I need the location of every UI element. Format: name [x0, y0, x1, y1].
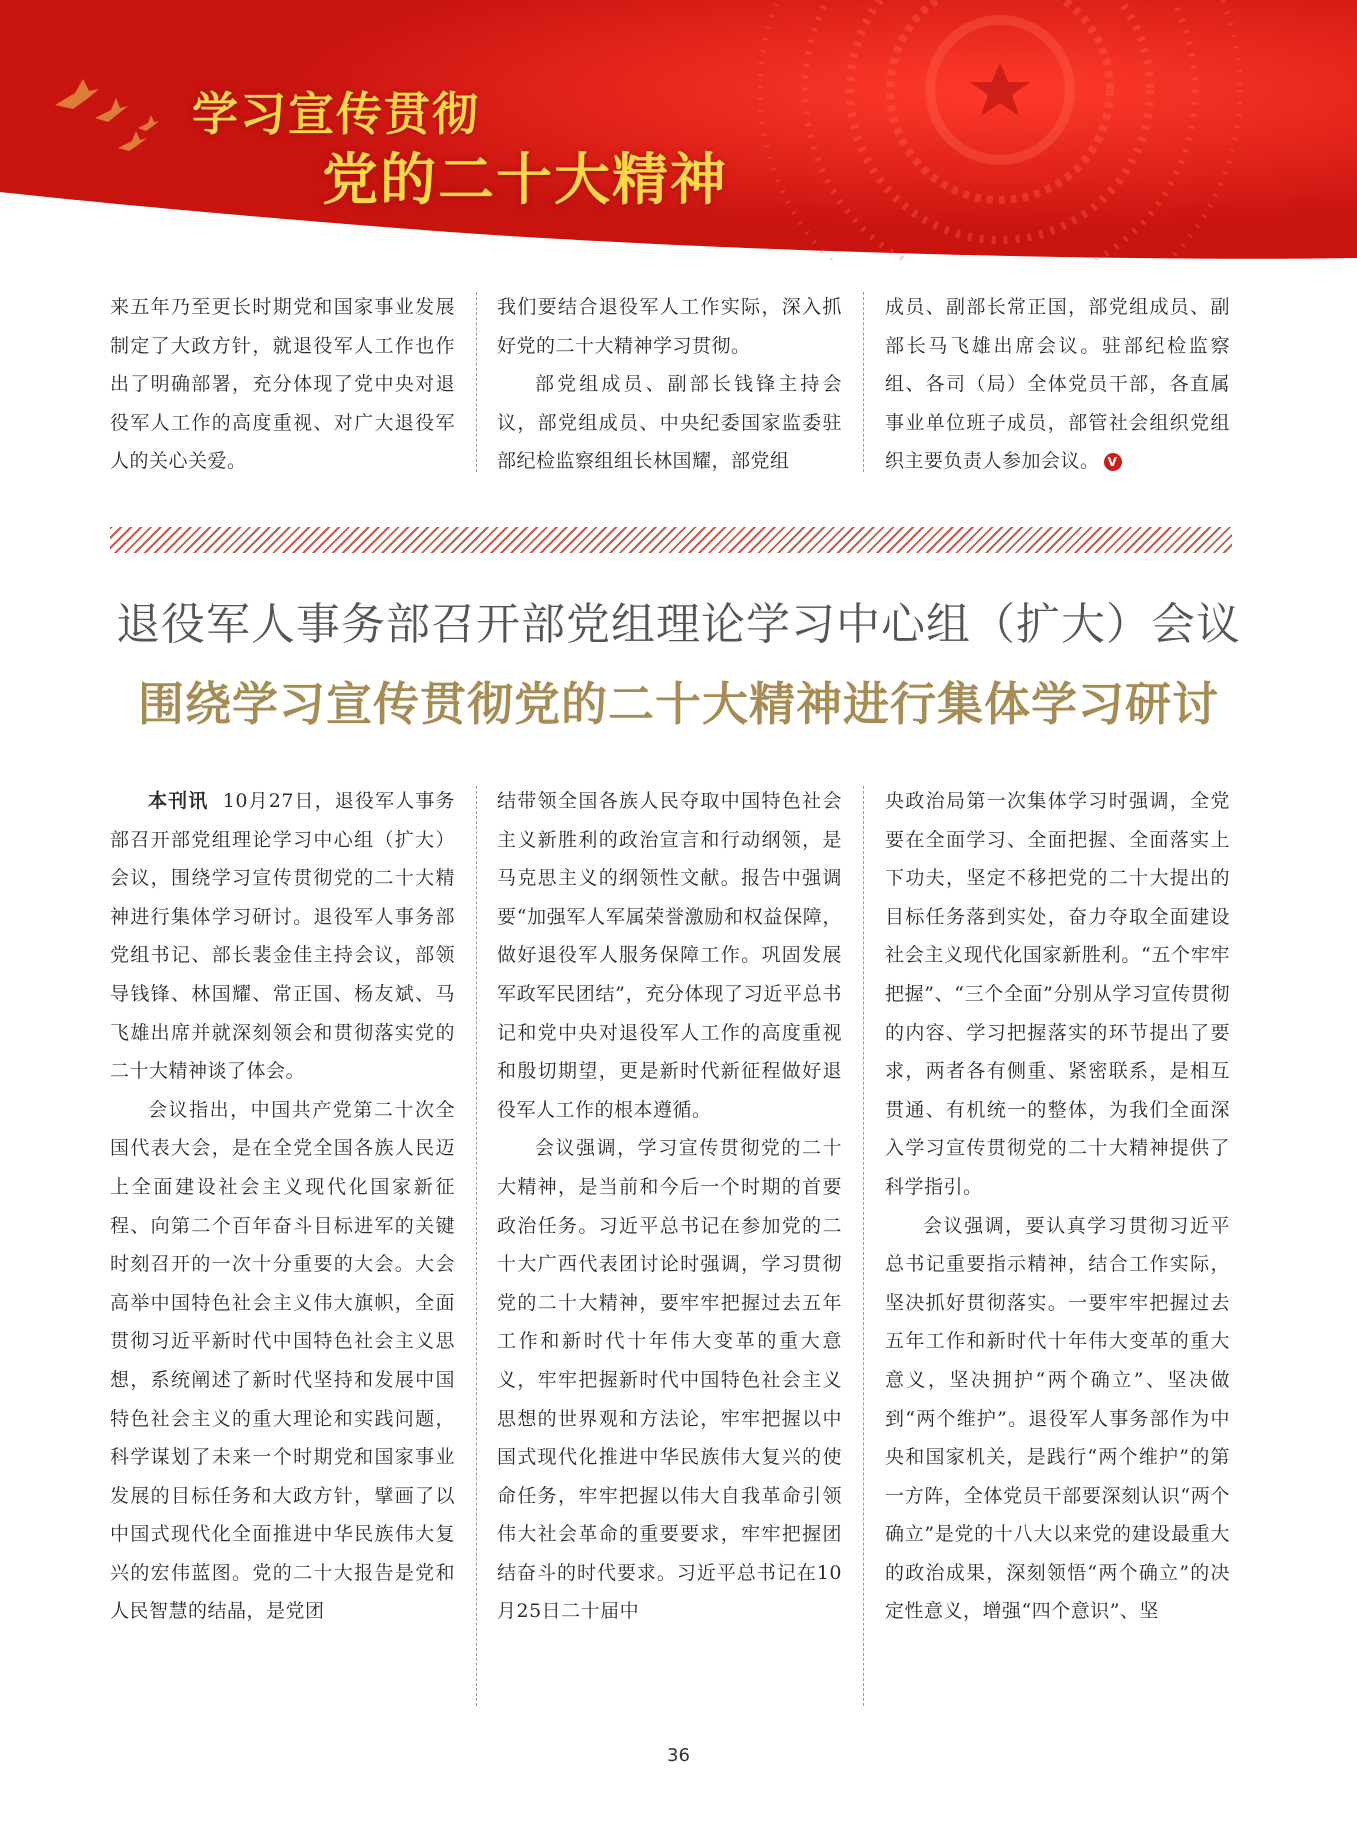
article-column-3: [885, 782, 1230, 1718]
article-paragraph: 会议强调，学习宣传贯彻党的二十大精神，是当前和今后一个时期的首要政治任务。习近平总书记在参加党的二十大广西代表团讨论时强调，学习贯彻党的二十大精神，要牢牢把握过去五年工作和新时代十年伟大变革的重大意义，牢牢把握新时代中国特色社会主义思想的世界观和方法论，牢牢把握以中国式现代化推进中华民族伟大复兴的使命任务，牢牢把握以伟大自我革命引领伟大社会革命的重要要求，牢牢把握团结奋斗的时代要求。习近平总书记在10月25日二十届中: [497, 1137, 842, 1623]
article-paragraph: 会议强调，要认真学习贯彻习近平总书记重要指示精神，结合工作实际，坚决抓好贯彻落实。一要牢牢把握过去五年工作和新时代十年伟大变革的重大意义，坚决拥护“两个确立”、坚决做到“两个维护”。退役军人事务部作为中央和国家机关，是践行“两个维护”的第一方阵，全体党员干部要深刻认识“两个确立”是党的十八大以来党的建设最重大的政治成果，深刻领悟“两个确立”的决定性意义，增强“四个意识”、坚: [885, 1214, 1230, 1623]
article-column-2: [497, 782, 842, 1718]
column-divider: [476, 292, 477, 472]
article-paragraph: [110, 782, 455, 1091]
column-divider: [476, 786, 477, 1706]
top-column-3: [885, 288, 1230, 478]
article-subtitle: 围绕学习宣传贯彻党的二十大精神进行集体学习研讨: [138, 677, 1219, 731]
top-column-1: [110, 288, 455, 478]
banner-title-line2: 党的二十大精神: [322, 148, 728, 213]
header-banner: [0, 0, 1357, 260]
article-lead: 本刊讯: [148, 790, 209, 812]
article-paragraph: 央政治局第一次集体学习时强调，全党要在全面学习、全面把握、全面落实上下功夫，坚定不移把党的二十大提出的目标任务落到实处，奋力夺取全面建设社会主义现代化国家新胜利。“五个牢牢把握”、“三个全面”分别从学习宣传贯彻的内容、学习把握落实的环节提出了要求，两者各有侧重、紧密联系，是相互贯通、有机统一的整体，为我们全面深入学习宣传贯彻党的二十大精神提供了科学指引。: [885, 790, 1230, 1198]
hatched-divider: [110, 527, 1232, 553]
article-paragraph-text: 10月27日，退役军人事务部召开部党组理论学习中心组（扩大）会议，围绕学习宣传贯彻党的二十大精神进行集体学习研讨。退役军人事务部党组书记、部长裴金佳主持会议，部领导钱锋、林国耀、常正国、杨友斌、马飞雄出席并就深刻领会和贯彻落实党的二十大精神谈了体会。: [110, 790, 455, 1083]
page-number: 36: [667, 1745, 690, 1766]
column-divider: [863, 786, 864, 1706]
top-column-2: [497, 288, 842, 478]
top-column-1-text: 来五年乃至更长时期党和国家事业发展制定了大政方针，就退役军人工作也作出了明确部署，充分体现了党中央对退役军人工作的高度重视、对广大退役军人的关心关爱。: [110, 296, 455, 473]
article-column-1: [110, 782, 455, 1718]
top-column-3-text: 成员、副部长常正国，部党组成员、副部长马飞雄出席会议。驻部纪检监察组、各司（局）全体党员干部，各直属事业单位班子成员，部管社会组织党组织主要负责人参加会议。: [885, 296, 1230, 473]
top-column-3-paragraph: [885, 288, 1230, 478]
banner-title-line1: 学习宣传贯彻: [192, 87, 480, 141]
article-paragraph: 结带领全国各族人民夺取中国特色社会主义新胜利的政治宣言和行动纲领，是马克思主义的纲领性文献。报告中强调要“加强军人军属荣誉激励和权益保障，做好退役军人服务保障工作。巩固发展军政军民团结”，充分体现了习近平总书记和党中央对退役军人工作的高度重视和殷切期望，更是新时代新征程做好退役军人工作的根本遵循。: [497, 790, 842, 1121]
end-mark-icon: V: [1104, 453, 1122, 471]
top-column-2-paragraph-2: 部党组成员、副部长钱锋主持会议，部党组成员、中央纪委国家监委驻部纪检监察组组长林国耀，部党组: [497, 373, 842, 473]
article-title: 退役军人事务部召开部党组理论学习中心组（扩大）会议: [116, 599, 1241, 650]
column-divider: [863, 292, 864, 472]
top-column-2-paragraph-1: 我们要结合退役军人工作实际，深入抓好党的二十大精神学习贯彻。: [497, 296, 842, 357]
article-paragraph: 会议指出，中国共产党第二十次全国代表大会，是在全党全国各族人民迈上全面建设社会主义现代化国家新征程、向第二个百年奋斗目标进军的关键时刻召开的一次十分重要的大会。大会高举中国特色社会主义伟大旗帜，全面贯彻习近平新时代中国特色社会主义思想，系统阐述了新时代坚持和发展中国特色社会主义的重大理论和实践问题，科学谋划了未来一个时期党和国家事业发展的目标任务和大政方针，擘画了以中国式现代化全面推进中华民族伟大复兴的宏伟蓝图。党的二十大报告是党和人民智慧的结晶，是党团: [110, 1098, 455, 1623]
